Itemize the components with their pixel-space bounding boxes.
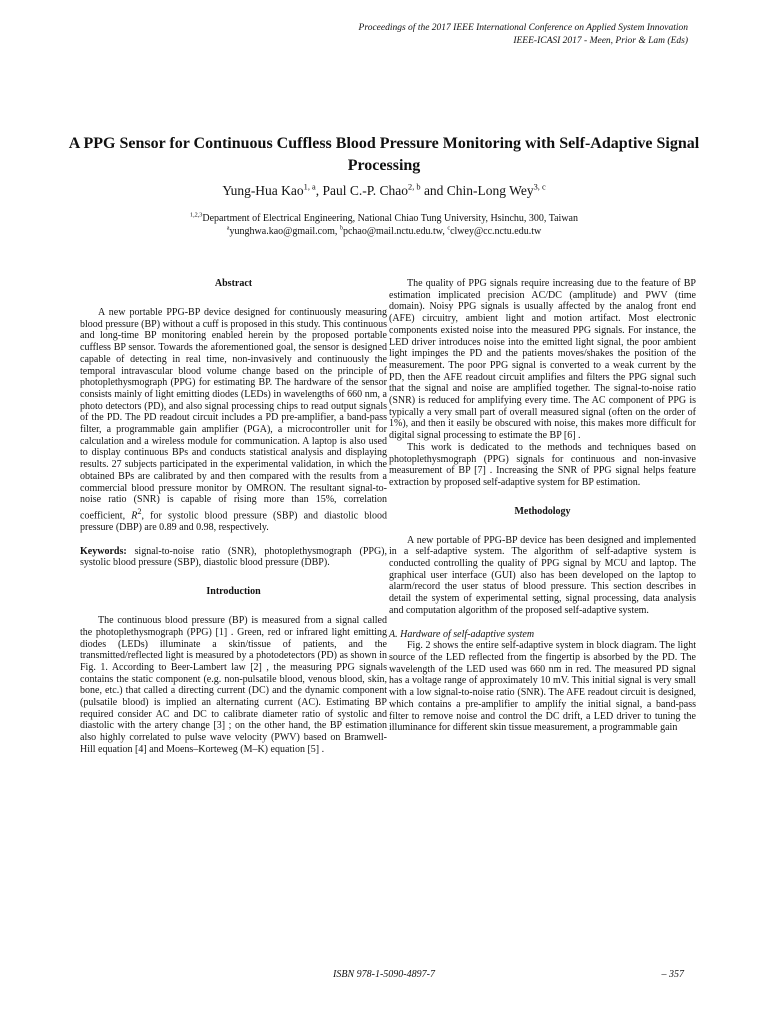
email-a: yunghwa.kao@gmail.com, bbox=[229, 226, 340, 237]
abstract-paragraph: A new portable PPG-BP device designed for continuously measuring blood pressure (BP) without a cuff is proposed in this study. This continuous and long-time BP monitoring enabled herein by the proposed portable cuffless BP sensor. Towards the aforementioned goal, the sensor is designed capable of detecting in real time, non-invasively and continuously the temporal intravascular blood volume change based on the principle of photoplethysmograph (PPG) for estimating BP. The hardware of the sensor consists mainly of light emitting diodes (LEDs) in wavelengths of 660 nm, a photo detectors (PD), and also signal processing chips to read output signals of the PD. The PD readout circuit includes a PD pre-amplifier, a band-pass filter, a programmable gain amplifier (PGA), a microcontroller unit for calculation and a wireless module for communication. A laptop is also used to display continuous BPs and conducts statistical analysis and displaying results. 27 subjects participated in the experimental validation, in which the obtained BPs are calibrated by and then compared with the results from a commercial blood pressure monitor by OMRON. The resultant signal-to-noise ratio (SNR) is capable of rising more than 15%, correlation coefficient, $R^2$, for systolic blood pressure (SBP) and diastolic blood pressure (DBP) are 0.89 and 0.98, respectively. bbox=[80, 307, 387, 533]
author-2-sup: 2, b bbox=[408, 182, 421, 192]
intro-paragraph-2: The quality of PPG signals require increasing due to the feature of BP estimation implicated precision AC/DC (amplitude) and PWV (time domain). Noisy PPG signals is usually affected by the analog front end (AFE) circuitry, ambient light and motion artifact. Most electronic components existed noise into the measured PPG signals. For instance, the LED driver introduces noise into the emitted light signal, the poor ambient light impinges the PD and the patients moves/shakes the position of the measurement. The poor PPG signal is converted to a weak current by the PD, then the AFE readout circuit amplifies and filters the PPG signal such that the signal and noise are amplified together. The signal-to-noise ratio (SNR) is reduced for amplifying every time. The AC component of PPG is typically a very small part of overall measured signal (often on the order of 1%), and then it easily be obscured with noise, this makes more difficult for digital signal processing to estimate the BP [6] . bbox=[389, 278, 696, 442]
affiliation-line: $^{1,2,3}$Department of Electrical Engineering, National Chiao Tung University, Hsinchu, 300, Taiwan bbox=[190, 211, 578, 224]
author-list bbox=[60, 182, 708, 200]
introduction-paragraph: The continuous blood pressure (BP) is measured from a signal called the photoplethysmograph (PPG) [1] . Green, red or infrared light emitting diodes (LEDs) illuminate a skin/tissue of patients, and the transmitted/reflected light is measured by a photodetectors (PD) as shown in Fig. 1. According to Beer-Lambert law [2] , the measuring PPG signals contains the static component (e.g. non-pulsatile blood, venous blood, skin, bone, etc.) that called a directing current (DC) and the dynamic component (pulsatile blood) is implied an alternating current (AC). Estimating BP required consider AC and DC to calibrate diameter ratio of systolic and diastolic with the artery change [3] ; on the other hand, the BP estimation also highly correlated to pulse wave velocity (PWV) based on Bramwell-Hill equation [4] and Moens–Korteweg (M–K) equation [5] . bbox=[80, 615, 387, 755]
isbn-footer: ISBN 978-1-5090-4897-7 bbox=[333, 969, 435, 980]
methodology-paragraph: A new portable of PPG-BP device has been designed and implemented in a self-adaptive system. The algorithm of self-adaptive system is conducted controlling the quality of PPG signal by MCU and laptop. The graphical user interface (GUI) also has been developed on the laptop to alarm/record the user status of blood pressure. This section describes in detail the system of experimental setting, signal processing, data analysis and computation algorithm of the proposed self-adaptive system. bbox=[389, 534, 696, 616]
author-2: , Paul C.-P. Chao bbox=[315, 183, 409, 198]
header-line-2: IEEE-ICASI 2017 - Meen, Prior & Lam (Eds) bbox=[513, 36, 688, 46]
page-number: – 357 bbox=[661, 969, 684, 980]
affiliation-block bbox=[60, 212, 708, 238]
left-column bbox=[80, 278, 387, 756]
abstract-heading: Abstract bbox=[214, 278, 253, 289]
email-b: pchao@mail.nctu.edu.tw, bbox=[342, 226, 448, 237]
author-3: and Chin-Long Wey bbox=[420, 183, 534, 198]
author-1: Yung-Hua Kao bbox=[222, 183, 304, 198]
methodology-heading: Methodology bbox=[514, 505, 571, 517]
author-3-sup: 3, c bbox=[533, 182, 546, 192]
author-1-sup: 1, a bbox=[303, 182, 316, 192]
email-c: clwey@cc.nctu.edu.tw bbox=[450, 226, 542, 237]
introduction-heading: Introduction bbox=[206, 586, 261, 598]
proceedings-header bbox=[359, 22, 688, 48]
email-line: $^a$yunghwa.kao@gmail.com, $^b$pchao@mail.nctu.edu.tw, $^c$clwey@cc.nctu.edu.tw bbox=[226, 224, 542, 237]
paper-title: A PPG Sensor for Continuous Cuffless Blood Pressure Monitoring with Self-Adaptive Signal Processing bbox=[68, 135, 700, 174]
hardware-paragraph: Fig. 2 shows the entire self-adaptive system in block diagram. The light source of the LED reflected from the fingertip is absorbed by the PD. The wavelength of the LED used was 660 nm in red. The measured PD signal has a voltage range of approximately 10 mV. This initial signal is very small with a low signal-to-noise ratio (SNR). The AFE readout circuit is designed, which contains a pre-amplifier to amplify the initial signal, a band-pass filter to remove noise and control the DC drift, a LED driver to tuning the illuminance for different skin tissue measurement, a programmable gain bbox=[389, 640, 696, 734]
hardware-subheading: A. Hardware of self-adaptive system bbox=[389, 628, 535, 640]
keywords-paragraph: Keywords: signal-to-noise ratio (SNR), photoplethysmograph (PPG), systolic blood pressure (SBP), diastolic blood pressure (DBP). bbox=[80, 545, 387, 569]
right-column bbox=[389, 278, 696, 734]
keywords-label: Keywords: bbox=[80, 545, 127, 557]
header-line-1: Proceedings of the 2017 IEEE International Conference on Applied System Innovation bbox=[358, 23, 688, 33]
intro-paragraph-3: This work is dedicated to the methods and techniques based on photoplethysmograph (PPG) signals for continuous and non-invasive measurement of BP [7] . Increasing the SNR of PPG signal helps feature extraction by proposed self-adaptive system for BP estimation. bbox=[389, 441, 696, 488]
